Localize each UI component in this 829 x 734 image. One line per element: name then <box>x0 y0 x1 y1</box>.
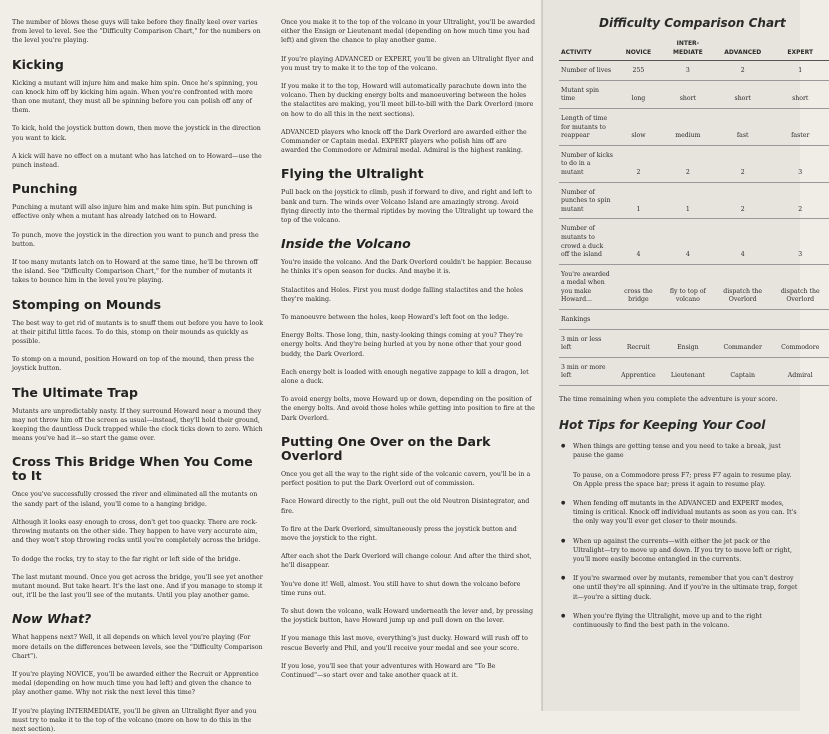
value-cell: Admiral <box>771 357 829 385</box>
value-cell: 2 <box>615 145 662 182</box>
value-cell: 2 <box>662 145 714 182</box>
left-column <box>0 0 275 733</box>
table-row <box>559 264 829 309</box>
tip-item: ● If you're swarmed over by mutants, remember that you can't destroy one until they're all spinning. And if you're in the ultimate trap, forget it—you're a sitting duck. <box>559 574 800 602</box>
table-row <box>559 219 829 264</box>
column-header: ADVANCED <box>714 40 772 61</box>
activity-cell: 3 min or more left <box>559 357 615 385</box>
value-cell: dispatch the Overlord <box>714 264 772 309</box>
punching-paragraph: If too many mutants latch on to Howard at the same time, he'll be thrown off the island. See "Difficulty Comparison Chart," for the number of mutants it takes to bounce him in the level you're playing. <box>12 259 258 285</box>
value-cell: Ensign <box>662 329 714 357</box>
overlord-paragraph: Face Howard directly to the right, pull out the old Neutron Disintegrator, and fire. <box>281 498 530 515</box>
stomping-paragraph: To stomp on a mound, position Howard on top of the mound, then press the joystick button. <box>12 356 254 373</box>
difficulty-table <box>559 40 829 386</box>
trap-paragraph: Mutants are unpredictably nasty. If they surround Howard near a mound they may not throw him off the screen as usual—instead, they'll hold their ground, keeping the dauntless Duck trapped while the clock ticks down to zero. Which means you've had it—so start the game over. <box>12 407 263 443</box>
value-cell: medium <box>662 108 714 145</box>
inside-volcano-heading: Inside the Volcano <box>281 236 411 252</box>
inside-paragraph: Stalactites and Holes. First you must dodge falling stalactites and the holes they're making. <box>281 286 524 303</box>
tip-item: ● When you're flying the Ultralight, move up and to the right continuously to find the best path in the volcano. <box>559 612 800 630</box>
column-header: NOVICE <box>615 40 662 61</box>
value-cell: 1 <box>771 61 829 81</box>
value-cell: Recruit <box>615 329 662 357</box>
activity-cell: Number of kicks to do in a mutant <box>559 145 615 182</box>
overlord-paragraph: After each shot the Dark Overlord will change colour. And after the third shot, he'll disappear. <box>281 553 532 570</box>
value-cell <box>662 310 714 330</box>
value-cell: Captain <box>714 357 772 385</box>
activity-cell: Number of punches to spin mutant <box>559 182 615 219</box>
value-cell: fast <box>714 108 772 145</box>
bridge-paragraph: To dodge the rocks, try to stay to the far right or left side of the bridge. <box>12 555 241 563</box>
value-cell: short <box>662 80 714 108</box>
value-cell: 4 <box>714 219 772 264</box>
flying-heading: Flying the Ultralight <box>281 166 424 182</box>
kicking-paragraph: To kick, hold the joystick button down, then move the joystick in the direction you want to kick. <box>12 125 261 142</box>
value-cell: cross the bridge <box>615 264 662 309</box>
now-what-paragraph: If you're playing INTERMEDIATE, you'll be given an Ultralight flyer and you must try to make it to the top of the volcano (more on how to do this in the next section). <box>12 707 257 733</box>
activity-cell: 3 min or less left <box>559 329 615 357</box>
overlord-paragraph: If you manage this last move, everything's just ducky. Howard will rush off to rescue Beverly and Phil, and you'll receive your medal and see your score. <box>281 635 528 652</box>
table-row <box>559 329 829 357</box>
overlord-paragraph: To shut down the volcano, walk Howard underneath the lever and, by pressing the joystick button, have Howard jump up and pull down on the lever. <box>281 607 534 625</box>
punching-heading: Punching <box>12 181 78 197</box>
stomping-paragraph: The best way to get rid of mutants is to snuff them out before you have to look at their pitiful little faces. To do this, stomp on their mounds as quickly as possible. <box>12 319 264 346</box>
overlord-heading: Putting One Over on the Dark Overlord <box>281 433 491 463</box>
value-cell: 255 <box>615 61 662 81</box>
table-row <box>559 357 829 385</box>
now-what-paragraph: What happens next? Well, it all depends on which level you're playing (For more details on the differences between levels, see the "Difficulty Comparison Chart"). <box>12 634 263 660</box>
flying-paragraph: Pull back on the joystick to climb, push if forward to dive, and right and left to bank and turn. The winds over Volcano Island are amazingly strong. Avoid flying directly into the thermal riptides by moving the Ultralight up toward the top of the volcano. <box>281 189 534 225</box>
inside-paragraph: To manoeuvre between the holes, keep Howard's left foot on the ledge. <box>281 314 509 322</box>
activity-cell: Mutant spin time <box>559 80 615 108</box>
value-cell: 2 <box>771 182 829 219</box>
tip-subitem: To pause, on a Commodore press F7; press F7 again to resume play. On Apple press the space bar; press it again to resume play. <box>573 471 792 488</box>
kicking-paragraph: A kick will have no effect on a mutant who has latched on to Howard—use the punch instead. <box>12 152 262 170</box>
tip-item: ● When fending off mutants in the ADVANCED and EXPERT modes, timing is critical. Knock off individual mutants as soon as you can. It's the only way you'll ever get closer to their mounds. <box>559 499 800 527</box>
overlord-paragraph: You've done it! Well, almost. You still have to shut down the volcano before time runs out. <box>281 580 521 597</box>
value-cell: 3 <box>662 61 714 81</box>
intro-paragraph: The number of blows these guys will take before they finally keel over varies from level to level. See the "Difficulty Comparison Chart," for the numbers on the level you're playing. <box>12 19 261 45</box>
bridge-heading: Cross This Bridge When You Come to It <box>12 454 253 484</box>
value-cell: Lieutenant <box>662 357 714 385</box>
activity-cell: Length of time for mutants to reappear <box>559 108 615 145</box>
value-cell: 2 <box>714 61 772 81</box>
tip-item: ● When up against the currents—with either the jet pack or the Ultralight—try to move up and down. If you try to move left or right, you'll more easily become entangled in the currents. <box>559 537 800 565</box>
value-cell: 4 <box>615 219 662 264</box>
activity-cell: Rankings <box>559 310 615 330</box>
bridge-paragraph: Once you've successfully crossed the river and eliminated all the mutants on the sandy part of the island, you'll come to a hanging bridge. <box>12 491 258 508</box>
middle-column <box>275 0 543 711</box>
value-cell: long <box>615 80 662 108</box>
punching-paragraph: Punching a mutant will also injure him and make him spin. But punching is effective only when a mutant has already latched on to Howard. <box>12 204 253 221</box>
medal-paragraph: If you're playing ADVANCED or EXPERT, you'll be given an Ultralight flyer and you must try to make it to the top of the volcano. <box>281 55 534 72</box>
kicking-heading: Kicking <box>12 56 64 72</box>
table-row <box>559 182 829 219</box>
activity-cell: You're awarded a medal when you make Howard... <box>559 264 615 309</box>
inside-paragraph: Each energy bolt is loaded with enough negative zappage to kill a dragon, let alone a duck. <box>281 368 529 386</box>
chart-title: Difficulty Comparison Chart <box>599 16 786 30</box>
trap-heading: The Ultimate Trap <box>12 384 138 400</box>
column-header: INTER-MEDIATE <box>662 40 714 61</box>
punching-paragraph: To punch, move the joystick in the direction you want to punch and press the button. <box>12 231 259 248</box>
column-header: ACTIVITY <box>559 40 615 61</box>
value-cell: slow <box>615 108 662 145</box>
value-cell: 2 <box>714 145 772 182</box>
value-cell: short <box>714 80 772 108</box>
tips-list <box>559 442 800 630</box>
inside-paragraph: Energy Bolts. Those long, thin, nasty-looking things coming at you? They're energy bolts. And they're being hurled at you by none other that your good buddy, the Dark Overlord. <box>281 332 523 358</box>
value-cell <box>615 310 662 330</box>
table-row <box>559 80 829 108</box>
bridge-paragraph: The last mutant mound. Once you get across the bridge, you'll see yet another mutant mound. But take heart. It's the last one. And if you manage to stomp it out, it'll be the last you'll see of the mutants. Until you play another game. <box>12 573 263 600</box>
medal-paragraph: ADVANCED players who knock off the Dark Overlord are awarded either the Commander or Captain medal. EXPERT players who polish him off are awarded the Commodore or Admiral medal. Admiral is the highest ranking. <box>281 128 527 155</box>
column-header: EXPERT <box>771 40 829 61</box>
stomping-heading: Stomping on Mounds <box>12 296 162 312</box>
overlord-paragraph: Once you get all the way to the right side of the volcanic cavern, you'll be in a perfect position to put the Dark Overlord out of commission. <box>281 470 531 488</box>
value-cell: 3 <box>771 219 829 264</box>
value-cell: Commander <box>714 329 772 357</box>
table-row <box>559 310 829 330</box>
value-cell: 2 <box>714 182 772 219</box>
inside-paragraph: To avoid energy bolts, move Howard up or down, depending on the position of the energy bolts. And avoid those holes while getting into position to fire at the Dark Overlord. <box>281 396 535 422</box>
kicking-paragraph: Kicking a mutant will injure him and make him spin. Once he's spinning, you can knock him off by kicking him again. When you're confronted with more than one mutant, they must all be spinning before you can polish off any of them. <box>12 79 258 115</box>
value-cell: 3 <box>771 145 829 182</box>
now-what-heading: Now What? <box>12 611 92 627</box>
value-cell: Apprentice <box>615 357 662 385</box>
inside-paragraph: You're inside the volcano. And the Dark Overlord couldn't be happier. Because he thinks it's open season for ducks. And maybe it is. <box>281 259 532 276</box>
overlord-paragraph: To fire at the Dark Overlord, simultaneously press the joystick button and move the joystick to the right. <box>281 525 517 542</box>
value-cell: dispatch the Overlord <box>771 264 829 309</box>
medal-paragraph: If you make it to the top, Howard will automatically parachute down into the volcano. Then by ducking energy bolts and manoeuvering between the holes the stalactites are making, you'll meet bill-to-bill with the Dark Overlord (more on how to do all this in the next sections). <box>281 83 534 118</box>
value-cell: fly to top of volcano <box>662 264 714 309</box>
value-cell: 1 <box>615 182 662 219</box>
score-note: The time remaining when you complete the adventure is your score. <box>559 396 778 404</box>
value-cell: short <box>771 80 829 108</box>
table-body <box>559 61 829 386</box>
value-cell: 4 <box>662 219 714 264</box>
table-row <box>559 145 829 182</box>
table-header-row <box>559 40 829 61</box>
tip-item: ● When things are getting tense and you need to take a break, just pause the game <box>559 442 800 460</box>
value-cell: 1 <box>662 182 714 219</box>
activity-cell: Number of mutants to crowd a duck off the island <box>559 219 615 264</box>
value-cell <box>714 310 772 330</box>
right-column <box>543 0 820 711</box>
value-cell <box>771 310 829 330</box>
value-cell: Commodore <box>771 329 829 357</box>
bridge-paragraph: Although it looks easy enough to cross, don't get too quacky. There are rock-throwing mutants on the other side. They happen to have very accurate aim, and they won't stop throwing rocks until you're completely across the bridge. <box>12 518 261 545</box>
overlord-paragraph: If you lose, you'll see that your adventures with Howard are "To Be Continued"—so start over and take another quack at it. <box>281 662 496 679</box>
table-row <box>559 108 829 145</box>
medal-paragraph: Once you make it to the top of the volcano in your Ultralight, you'll be awarded either the Ensign or Lieutenant medal (depending on how much time you had left) and given the chance to play another game. <box>281 19 535 45</box>
value-cell: faster <box>771 108 829 145</box>
table-row <box>559 61 829 81</box>
now-what-paragraph: If you're playing NOVICE, you'll be awarded either the Recruit or Apprentice medal (depending on how much time you had left) and given the chance to play another game. Why not risk the next level this time? <box>12 670 259 697</box>
tips-heading: Hot Tips for Keeping Your Cool <box>559 418 766 433</box>
activity-cell: Number of lives <box>559 61 615 81</box>
